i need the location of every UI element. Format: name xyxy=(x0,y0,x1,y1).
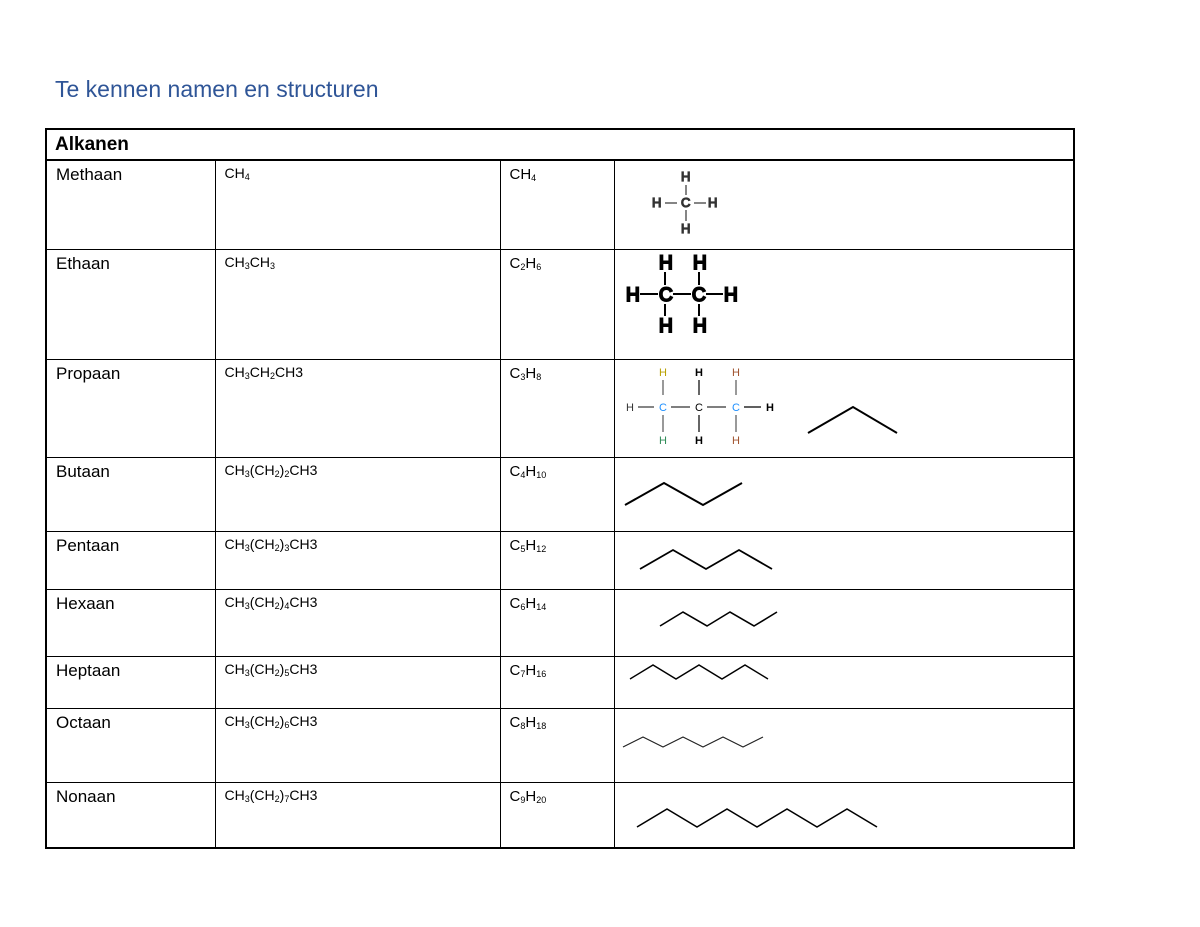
hydrogen-atom-label: H xyxy=(651,195,661,210)
formula-subscript: 6 xyxy=(284,719,290,730)
alkane-name: Nonaan xyxy=(46,782,215,848)
hydrogen-atom-label: H xyxy=(731,434,740,447)
structure-cell xyxy=(614,708,1074,782)
formula-text: H xyxy=(525,713,537,731)
structure-cell xyxy=(614,782,1074,848)
molecular-formula xyxy=(500,359,614,457)
formula-text: (CH xyxy=(249,461,275,478)
formula-text: ) xyxy=(279,660,285,677)
formula-subscript: 3 xyxy=(244,793,250,804)
structure-cell xyxy=(614,457,1074,531)
formula-text: CH3 xyxy=(289,786,318,803)
alkane-name: Butaan xyxy=(46,457,215,531)
formula-text: C xyxy=(509,787,521,805)
formula-subscript: 2 xyxy=(520,261,526,272)
structure-cell xyxy=(614,589,1074,656)
formula-text: H xyxy=(525,254,537,272)
bond-line xyxy=(625,483,742,505)
alkane-name: Heptaan xyxy=(46,656,215,708)
octane-structure-icon xyxy=(615,709,1075,783)
condensed-formula xyxy=(215,160,500,249)
formula-text: CH xyxy=(224,165,245,181)
condensed-formula xyxy=(215,249,500,359)
formula-text: C xyxy=(509,536,521,554)
table-row xyxy=(46,249,1074,359)
formula-subscript: 6 xyxy=(536,261,542,272)
formula-subscript: 8 xyxy=(536,371,542,382)
hydrogen-atom-label: H xyxy=(680,221,690,236)
formula-text: C xyxy=(509,661,521,679)
formula-subscript: 8 xyxy=(520,720,526,731)
formula-text: CH xyxy=(249,363,270,380)
hydrogen-atom-label: H xyxy=(625,401,634,414)
formula-text: H xyxy=(525,594,537,612)
formula-text: ) xyxy=(279,593,285,610)
formula-subscript: 3 xyxy=(520,371,526,382)
formula-subscript: 2 xyxy=(284,468,290,479)
hydrogen-atom-label: H xyxy=(658,434,667,447)
formula-subscript: 6 xyxy=(520,601,526,612)
section-header-row xyxy=(46,129,1074,160)
formula-text: CH xyxy=(224,461,245,478)
formula-text xyxy=(225,661,318,677)
formula-text: H xyxy=(525,364,537,382)
formula-text xyxy=(225,713,318,729)
condensed-formula xyxy=(215,531,500,589)
table-row xyxy=(46,708,1074,782)
formula-text: C xyxy=(509,713,521,731)
formula-text xyxy=(510,463,547,480)
formula-subscript: 9 xyxy=(520,794,526,805)
methane-structure-icon xyxy=(615,161,1075,250)
formula-text xyxy=(225,787,318,803)
bond-line xyxy=(623,737,763,747)
formula-text: ) xyxy=(279,535,285,552)
formula-text: CH xyxy=(224,593,245,610)
molecular-formula xyxy=(500,160,614,249)
formula-text: CH xyxy=(224,712,245,729)
formula-text xyxy=(510,365,542,382)
formula-text: ) xyxy=(279,461,285,478)
formula-text: ) xyxy=(279,786,285,803)
molecular-formula xyxy=(500,656,614,708)
formula-subscript: 3 xyxy=(244,542,250,553)
formula-subscript: 3 xyxy=(244,719,250,730)
formula-text xyxy=(225,536,318,552)
formula-subscript: 4 xyxy=(284,600,290,611)
formula-subscript: 12 xyxy=(536,543,547,554)
formula-subscript: 2 xyxy=(269,370,275,381)
hydrogen-atom-label: H xyxy=(694,434,703,447)
hydrogen-atom-label: H xyxy=(658,315,673,337)
formula-subscript: 18 xyxy=(536,720,547,731)
carbon-atom-label: C xyxy=(658,401,667,414)
alkane-name: Methaan xyxy=(46,160,215,249)
formula-text xyxy=(510,714,547,731)
molecular-formula xyxy=(500,589,614,656)
formula-text: C xyxy=(509,462,521,480)
nonane-structure-icon xyxy=(615,783,1075,849)
formula-subscript: 7 xyxy=(284,793,290,804)
table-row xyxy=(46,656,1074,708)
formula-text: CH3 xyxy=(289,712,318,729)
bond-line xyxy=(808,407,897,433)
bond-line xyxy=(630,665,768,679)
formula-text: CH3 xyxy=(275,363,304,380)
formula-subscript: 10 xyxy=(536,469,547,480)
condensed-formula xyxy=(215,708,500,782)
formula-subscript: 3 xyxy=(244,667,250,678)
table-row xyxy=(46,457,1074,531)
formula-subscript: 3 xyxy=(269,260,275,271)
formula-text: C xyxy=(509,364,521,382)
formula-subscript: 3 xyxy=(244,468,250,479)
formula-subscript: 4 xyxy=(520,469,526,480)
formula-subscript: 7 xyxy=(520,668,526,679)
hydrogen-atom-label: H xyxy=(707,195,717,210)
formula-subscript: 2 xyxy=(274,793,280,804)
condensed-formula xyxy=(215,359,500,457)
formula-text xyxy=(225,165,250,181)
formula-text: CH xyxy=(249,253,270,270)
molecular-formula xyxy=(500,249,614,359)
formula-text: H xyxy=(525,536,537,554)
formula-text xyxy=(510,595,547,612)
formula-text xyxy=(225,462,318,478)
hydrogen-atom-label: H xyxy=(723,284,738,306)
molecular-formula xyxy=(500,531,614,589)
formula-text xyxy=(510,788,547,805)
heptane-structure-icon xyxy=(615,657,1075,709)
bond-line xyxy=(640,550,772,569)
formula-subscript: 4 xyxy=(531,173,537,183)
alkane-name: Propaan xyxy=(46,359,215,457)
formula-text: H xyxy=(525,787,537,805)
molecular-formula xyxy=(500,708,614,782)
formula-text: CH xyxy=(224,660,245,677)
formula-text: CH xyxy=(224,786,245,803)
table-row xyxy=(46,782,1074,848)
formula-text xyxy=(510,662,547,679)
formula-text xyxy=(225,254,276,270)
formula-text xyxy=(225,594,318,610)
molecular-formula xyxy=(500,782,614,848)
formula-text: C xyxy=(509,594,521,612)
formula-subscript: 4 xyxy=(244,172,250,182)
ethane-structure-icon xyxy=(615,250,1075,360)
carbon-atom-label: C xyxy=(658,284,673,306)
condensed-formula xyxy=(215,457,500,531)
hydrogen-atom-label: H xyxy=(692,252,707,274)
condensed-formula xyxy=(215,656,500,708)
formula-text: (CH xyxy=(249,535,275,552)
formula-text xyxy=(225,364,304,380)
page-title: Te kennen namen en structuren xyxy=(55,76,379,102)
formula-text: C xyxy=(509,254,521,272)
formula-text: H xyxy=(525,661,537,679)
formula-text: CH xyxy=(224,535,245,552)
formula-subscript: 2 xyxy=(274,719,280,730)
formula-text: H xyxy=(525,462,537,480)
formula-text xyxy=(510,537,547,554)
carbon-atom-label: C xyxy=(694,401,703,414)
condensed-formula xyxy=(215,782,500,848)
formula-subscript: 5 xyxy=(284,667,290,678)
formula-subscript: 3 xyxy=(284,542,290,553)
formula-text: (CH xyxy=(249,786,275,803)
formula-subscript: 3 xyxy=(244,260,250,271)
formula-text: (CH xyxy=(249,660,275,677)
structure-cell xyxy=(614,359,1074,457)
carbon-atom-label: C xyxy=(680,195,690,210)
hydrogen-atom-label: H xyxy=(658,252,673,274)
formula-text: ) xyxy=(279,712,285,729)
condensed-formula xyxy=(215,589,500,656)
carbon-atom-label: C xyxy=(691,284,706,306)
formula-subscript: 5 xyxy=(520,543,526,554)
formula-text: CH xyxy=(224,253,245,270)
bond-line xyxy=(637,809,877,827)
section-title: Alkanen xyxy=(46,129,1074,160)
formula-subscript: 2 xyxy=(274,542,280,553)
formula-text xyxy=(510,166,537,183)
formula-text: (CH xyxy=(249,712,275,729)
formula-subscript: 16 xyxy=(536,668,547,679)
formula-subscript: 14 xyxy=(536,601,547,612)
formula-text: CH xyxy=(509,166,532,183)
formula-text xyxy=(510,255,542,272)
formula-subscript: 2 xyxy=(274,468,280,479)
formula-subscript: 2 xyxy=(274,667,280,678)
structure-cell xyxy=(614,160,1074,249)
formula-text: CH3 xyxy=(289,593,318,610)
formula-subscript: 20 xyxy=(536,794,547,805)
table-row xyxy=(46,160,1074,249)
carbon-atom-label: C xyxy=(731,401,740,414)
structure-cell xyxy=(614,249,1074,359)
formula-text: CH3 xyxy=(289,535,318,552)
formula-text: CH3 xyxy=(289,461,318,478)
hydrogen-atom-label: H xyxy=(765,401,774,414)
alkane-name: Ethaan xyxy=(46,249,215,359)
formula-subscript: 3 xyxy=(244,370,250,381)
alkane-name: Hexaan xyxy=(46,589,215,656)
alkane-name: Pentaan xyxy=(46,531,215,589)
bond-line xyxy=(660,612,777,626)
alkanes-table xyxy=(45,128,1075,849)
hydrogen-atom-label: H xyxy=(625,284,640,306)
hydrogen-atom-label: H xyxy=(680,169,690,184)
table-row xyxy=(46,589,1074,656)
butane-structure-icon xyxy=(615,458,1075,532)
hydrogen-atom-label: H xyxy=(694,366,703,379)
formula-subscript: 2 xyxy=(274,600,280,611)
formula-text: CH3 xyxy=(289,660,318,677)
hydrogen-atom-label: H xyxy=(658,366,667,379)
molecular-formula xyxy=(500,457,614,531)
alkane-name: Octaan xyxy=(46,708,215,782)
pentane-structure-icon xyxy=(615,532,1075,590)
hydrogen-atom-label: H xyxy=(731,366,740,379)
hexane-structure-icon xyxy=(615,590,1075,657)
formula-text: (CH xyxy=(249,593,275,610)
hydrogen-atom-label: H xyxy=(692,315,707,337)
formula-subscript: 3 xyxy=(244,600,250,611)
structure-cell xyxy=(614,656,1074,708)
structure-cell xyxy=(614,531,1074,589)
propane-structure-icon xyxy=(615,360,1075,458)
table-row xyxy=(46,359,1074,457)
table-row xyxy=(46,531,1074,589)
formula-text: CH xyxy=(224,363,245,380)
